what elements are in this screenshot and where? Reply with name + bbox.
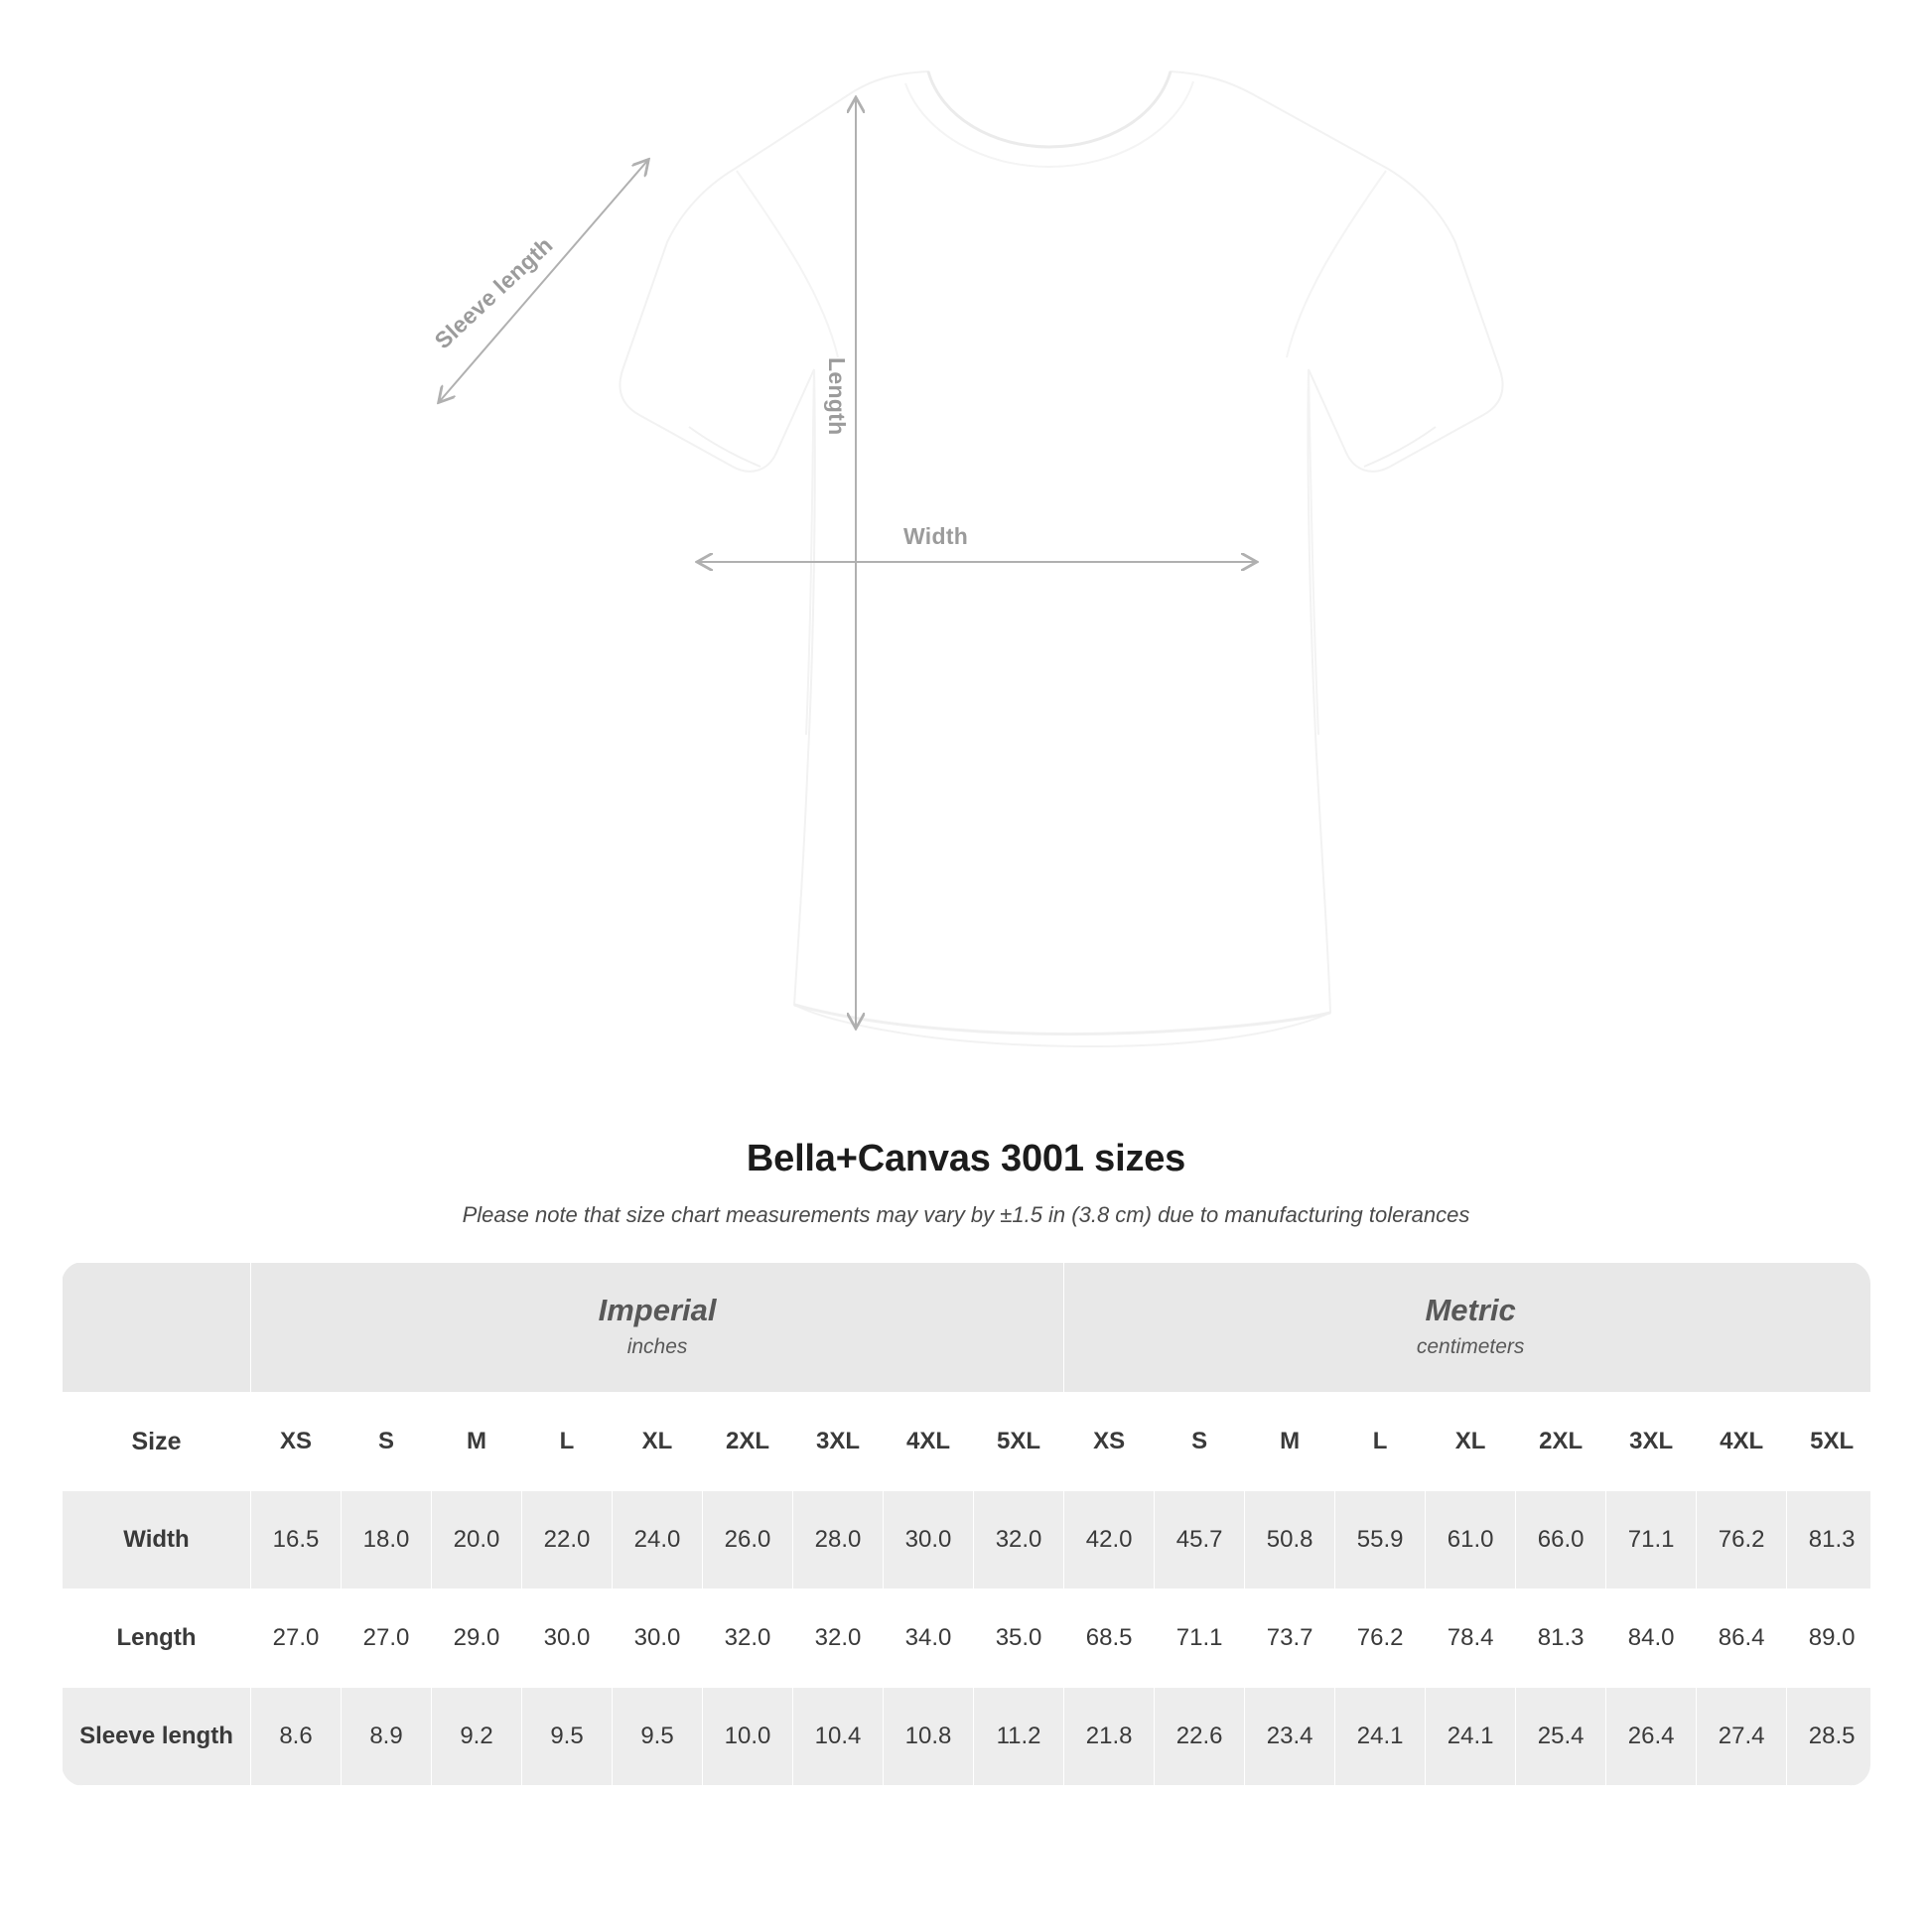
cell-sleeve-metric-2xl: 25.4 bbox=[1516, 1688, 1606, 1786]
cell-width-imperial-l: 22.0 bbox=[522, 1491, 613, 1589]
unit-group-imperial bbox=[251, 1263, 1064, 1393]
size-col-imperial-3xl: 3XL bbox=[793, 1393, 884, 1491]
unit-group-metric bbox=[1064, 1263, 1870, 1393]
cell-width-metric-4xl: 76.2 bbox=[1697, 1491, 1787, 1589]
size-col-imperial-s: S bbox=[342, 1393, 432, 1491]
cell-sleeve-imperial-xl: 9.5 bbox=[613, 1688, 703, 1786]
table-row bbox=[63, 1491, 1871, 1589]
cell-length-imperial-2xl: 32.0 bbox=[703, 1589, 793, 1688]
cell-width-metric-5xl: 81.3 bbox=[1787, 1491, 1870, 1589]
cell-width-metric-m: 50.8 bbox=[1245, 1491, 1335, 1589]
cell-width-imperial-5xl: 32.0 bbox=[974, 1491, 1064, 1589]
size-col-imperial-xl: XL bbox=[613, 1393, 703, 1491]
table-row bbox=[63, 1589, 1871, 1688]
unit-group-imperial-title: Imperial bbox=[598, 1292, 717, 1327]
chart-note: Please note that size chart measurements may vary by ±1.5 in (3.8 cm) due to manufacturing tolerances bbox=[462, 1202, 1470, 1227]
row-label-length: Length bbox=[63, 1589, 251, 1688]
cell-length-metric-4xl: 86.4 bbox=[1697, 1589, 1787, 1688]
unit-header-spacer bbox=[63, 1263, 251, 1393]
cell-width-metric-xs: 42.0 bbox=[1064, 1491, 1155, 1589]
cell-width-imperial-2xl: 26.0 bbox=[703, 1491, 793, 1589]
cell-length-metric-s: 71.1 bbox=[1155, 1589, 1245, 1688]
cell-width-metric-l: 55.9 bbox=[1335, 1491, 1426, 1589]
cell-sleeve-metric-m: 23.4 bbox=[1245, 1688, 1335, 1786]
cell-width-metric-2xl: 66.0 bbox=[1516, 1491, 1606, 1589]
size-chart-table bbox=[62, 1262, 1870, 1786]
cell-length-metric-m: 73.7 bbox=[1245, 1589, 1335, 1688]
cell-length-metric-xs: 68.5 bbox=[1064, 1589, 1155, 1688]
width-label: Width bbox=[903, 523, 969, 549]
unit-group-metric-title: Metric bbox=[1425, 1292, 1516, 1327]
cell-length-metric-3xl: 84.0 bbox=[1606, 1589, 1697, 1688]
cell-width-metric-3xl: 71.1 bbox=[1606, 1491, 1697, 1589]
cell-length-imperial-4xl: 34.0 bbox=[884, 1589, 974, 1688]
size-col-metric-l: L bbox=[1335, 1393, 1426, 1491]
size-col-metric-m: M bbox=[1245, 1393, 1335, 1491]
cell-sleeve-imperial-4xl: 10.8 bbox=[884, 1688, 974, 1786]
chart-title: Bella+Canvas 3001 sizes bbox=[746, 1138, 1186, 1179]
size-chart-table-wrap bbox=[62, 1262, 1870, 1786]
cell-sleeve-metric-s: 22.6 bbox=[1155, 1688, 1245, 1786]
cell-width-metric-s: 45.7 bbox=[1155, 1491, 1245, 1589]
cell-length-metric-2xl: 81.3 bbox=[1516, 1589, 1606, 1688]
size-col-imperial-2xl: 2XL bbox=[703, 1393, 793, 1491]
cell-sleeve-metric-xl: 24.1 bbox=[1426, 1688, 1516, 1786]
cell-sleeve-imperial-l: 9.5 bbox=[522, 1688, 613, 1786]
cell-length-imperial-xl: 30.0 bbox=[613, 1589, 703, 1688]
cell-width-imperial-xl: 24.0 bbox=[613, 1491, 703, 1589]
cell-sleeve-imperial-m: 9.2 bbox=[432, 1688, 522, 1786]
cell-width-imperial-4xl: 30.0 bbox=[884, 1491, 974, 1589]
size-col-metric-s: S bbox=[1155, 1393, 1245, 1491]
size-col-imperial-l: L bbox=[522, 1393, 613, 1491]
cell-length-metric-xl: 78.4 bbox=[1426, 1589, 1516, 1688]
sleeve-dimension-arrow bbox=[440, 161, 647, 401]
cell-sleeve-imperial-2xl: 10.0 bbox=[703, 1688, 793, 1786]
size-col-metric-xl: XL bbox=[1426, 1393, 1516, 1491]
size-col-imperial-xs: XS bbox=[251, 1393, 342, 1491]
sleeve-length-label: Sleeve length bbox=[429, 231, 558, 354]
cell-length-imperial-5xl: 35.0 bbox=[974, 1589, 1064, 1688]
unit-group-metric-sub: centimeters bbox=[1416, 1334, 1525, 1358]
cell-width-imperial-3xl: 28.0 bbox=[793, 1491, 884, 1589]
cell-width-imperial-xs: 16.5 bbox=[251, 1491, 342, 1589]
size-col-metric-3xl: 3XL bbox=[1606, 1393, 1697, 1491]
size-col-imperial-4xl: 4XL bbox=[884, 1393, 974, 1491]
cell-length-imperial-m: 29.0 bbox=[432, 1589, 522, 1688]
unit-header-row bbox=[63, 1263, 1871, 1393]
cell-width-metric-xl: 61.0 bbox=[1426, 1491, 1516, 1589]
size-col-imperial-5xl: 5XL bbox=[974, 1393, 1064, 1491]
cell-length-imperial-xs: 27.0 bbox=[251, 1589, 342, 1688]
cell-sleeve-imperial-3xl: 10.4 bbox=[793, 1688, 884, 1786]
cell-sleeve-imperial-xs: 8.6 bbox=[251, 1688, 342, 1786]
cell-sleeve-metric-l: 24.1 bbox=[1335, 1688, 1426, 1786]
cell-length-metric-5xl: 89.0 bbox=[1787, 1589, 1870, 1688]
tshirt-shape bbox=[621, 71, 1503, 1046]
cell-sleeve-imperial-s: 8.9 bbox=[342, 1688, 432, 1786]
cell-length-imperial-s: 27.0 bbox=[342, 1589, 432, 1688]
size-col-metric-2xl: 2XL bbox=[1516, 1393, 1606, 1491]
cell-length-imperial-3xl: 32.0 bbox=[793, 1589, 884, 1688]
size-header-row bbox=[63, 1393, 1871, 1491]
length-label: Length bbox=[824, 357, 850, 436]
cell-sleeve-metric-4xl: 27.4 bbox=[1697, 1688, 1787, 1786]
size-col-metric-xs: XS bbox=[1064, 1393, 1155, 1491]
cell-sleeve-metric-3xl: 26.4 bbox=[1606, 1688, 1697, 1786]
row-label-sleeve-length: Sleeve length bbox=[63, 1688, 251, 1786]
cell-sleeve-imperial-5xl: 11.2 bbox=[974, 1688, 1064, 1786]
cell-length-metric-l: 76.2 bbox=[1335, 1589, 1426, 1688]
unit-group-imperial-sub: inches bbox=[626, 1334, 688, 1358]
size-col-imperial-m: M bbox=[432, 1393, 522, 1491]
cell-length-imperial-l: 30.0 bbox=[522, 1589, 613, 1688]
size-header-label: Size bbox=[63, 1393, 251, 1491]
size-col-metric-5xl: 5XL bbox=[1787, 1393, 1870, 1491]
cell-sleeve-metric-5xl: 28.5 bbox=[1787, 1688, 1870, 1786]
cell-sleeve-metric-xs: 21.8 bbox=[1064, 1688, 1155, 1786]
title-block bbox=[0, 1138, 1932, 1228]
row-label-width: Width bbox=[63, 1491, 251, 1589]
cell-width-imperial-m: 20.0 bbox=[432, 1491, 522, 1589]
cell-width-imperial-s: 18.0 bbox=[342, 1491, 432, 1589]
table-row bbox=[63, 1688, 1871, 1786]
size-col-metric-4xl: 4XL bbox=[1697, 1393, 1787, 1491]
